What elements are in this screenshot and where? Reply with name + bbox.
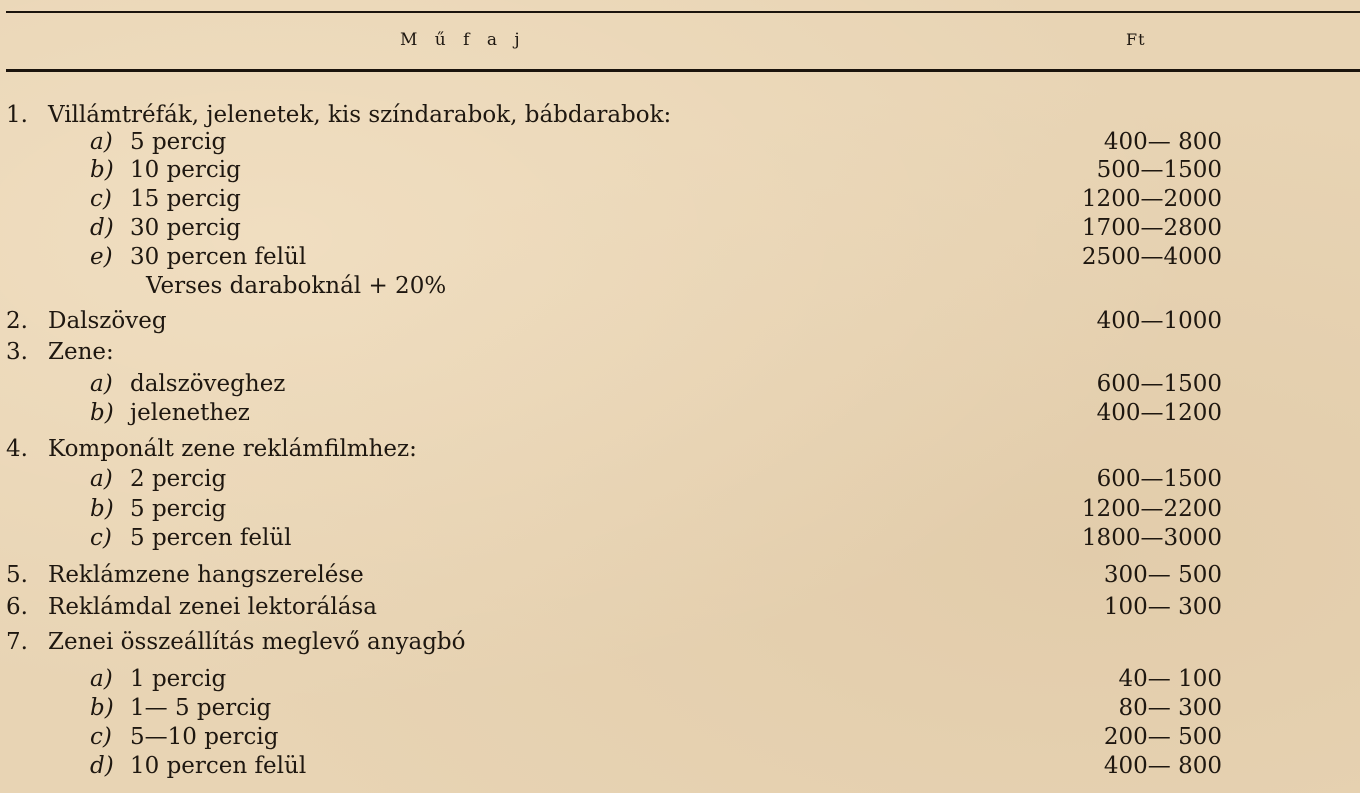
table-row bbox=[0, 337, 1360, 367]
table-row bbox=[0, 722, 1360, 752]
subitem-title: 15 percig bbox=[130, 186, 241, 212]
table-row bbox=[0, 306, 1360, 336]
item-title: Villámtréfák, jelenetek, kis színdarabok, bábdarabok: bbox=[48, 102, 672, 128]
subitem-letter: b) bbox=[90, 496, 114, 522]
item-title: Zenei összeállítás meglevő anyagbó bbox=[48, 629, 466, 655]
item-number: 2. bbox=[6, 308, 28, 334]
subitem-letter: d) bbox=[90, 753, 114, 779]
price-range: 1700—2800 bbox=[1081, 215, 1222, 241]
subitem-title: jelenethez bbox=[130, 400, 250, 426]
subitem-letter: b) bbox=[90, 400, 114, 426]
price-range: 400— 800 bbox=[1103, 129, 1222, 155]
subitem-title: 10 percig bbox=[130, 157, 241, 183]
item-title: Zene: bbox=[48, 339, 114, 365]
subitem-title: dalszöveghez bbox=[130, 371, 286, 397]
table-row bbox=[0, 494, 1360, 524]
table-row bbox=[0, 398, 1360, 428]
price-column-header: Ft bbox=[1126, 30, 1146, 49]
item-title: Komponált zene reklámfilmhez: bbox=[48, 436, 417, 462]
subitem-letter: b) bbox=[90, 157, 114, 183]
table-row bbox=[0, 464, 1360, 494]
top-rule bbox=[6, 11, 1360, 13]
subitem-title: 5 percig bbox=[130, 129, 227, 155]
table-row bbox=[0, 184, 1360, 214]
price-range: 80— 300 bbox=[1118, 695, 1222, 721]
item-title: Reklámzene hangszerelése bbox=[48, 562, 364, 588]
subitem-title: 5—10 percig bbox=[130, 724, 279, 750]
table-row bbox=[0, 100, 1360, 130]
price-range: 2500—4000 bbox=[1081, 244, 1222, 270]
table-row bbox=[0, 693, 1360, 723]
subitem-letter: a) bbox=[90, 371, 113, 397]
table-row bbox=[0, 127, 1360, 157]
item-number: 4. bbox=[6, 436, 28, 462]
subitem-title: 10 percen felül bbox=[130, 753, 307, 779]
table-row bbox=[0, 664, 1360, 694]
header-rule bbox=[6, 69, 1360, 72]
subitem-title: 2 percig bbox=[130, 466, 227, 492]
table-row bbox=[0, 434, 1360, 464]
subitem-letter: a) bbox=[90, 466, 113, 492]
subitem-letter: c) bbox=[90, 186, 112, 212]
table-row bbox=[0, 155, 1360, 185]
table-row bbox=[0, 751, 1360, 781]
price-range: 200— 500 bbox=[1103, 724, 1222, 750]
subitem-letter: a) bbox=[90, 129, 113, 155]
price-range: 400— 800 bbox=[1103, 753, 1222, 779]
item-number: 3. bbox=[6, 339, 28, 365]
subitem-title: 30 percig bbox=[130, 215, 241, 241]
price-range: 1800—3000 bbox=[1081, 525, 1222, 551]
price-range: 400—1000 bbox=[1096, 308, 1222, 334]
price-range: 400—1200 bbox=[1096, 400, 1222, 426]
price-range: 1200—2200 bbox=[1081, 496, 1222, 522]
subitem-title: 30 percen felül bbox=[130, 244, 307, 270]
price-range: 600—1500 bbox=[1096, 371, 1222, 397]
item-number: 5. bbox=[6, 562, 28, 588]
subitem-letter: e) bbox=[90, 244, 113, 270]
item-number: 7. bbox=[6, 629, 28, 655]
subitem-title: 5 percen felül bbox=[130, 525, 292, 551]
subitem-title: 5 percig bbox=[130, 496, 227, 522]
subitem-letter: c) bbox=[90, 724, 112, 750]
table-row bbox=[0, 592, 1360, 622]
item-note: Verses daraboknál + 20% bbox=[146, 273, 447, 299]
price-range: 1200—2000 bbox=[1081, 186, 1222, 212]
item-title: Reklámdal zenei lektorálása bbox=[48, 594, 377, 620]
item-number: 1. bbox=[6, 102, 28, 128]
table-row bbox=[0, 242, 1360, 272]
subitem-letter: c) bbox=[90, 525, 112, 551]
table-row bbox=[0, 560, 1360, 590]
subitem-letter: a) bbox=[90, 666, 113, 692]
table-row bbox=[0, 213, 1360, 243]
genre-column-header: M ű f a j bbox=[400, 30, 526, 50]
table-row bbox=[0, 271, 1360, 301]
price-range: 500—1500 bbox=[1096, 157, 1222, 183]
subitem-letter: d) bbox=[90, 215, 114, 241]
item-title: Dalszöveg bbox=[48, 308, 167, 334]
subitem-title: 1— 5 percig bbox=[130, 695, 272, 721]
subitem-letter: b) bbox=[90, 695, 114, 721]
price-range: 40— 100 bbox=[1118, 666, 1222, 692]
subitem-title: 1 percig bbox=[130, 666, 227, 692]
table-row bbox=[0, 627, 1360, 657]
price-range: 100— 300 bbox=[1103, 594, 1222, 620]
price-range: 300— 500 bbox=[1103, 562, 1222, 588]
table-row bbox=[0, 523, 1360, 553]
price-range: 600—1500 bbox=[1096, 466, 1222, 492]
item-number: 6. bbox=[6, 594, 28, 620]
table-row bbox=[0, 369, 1360, 399]
